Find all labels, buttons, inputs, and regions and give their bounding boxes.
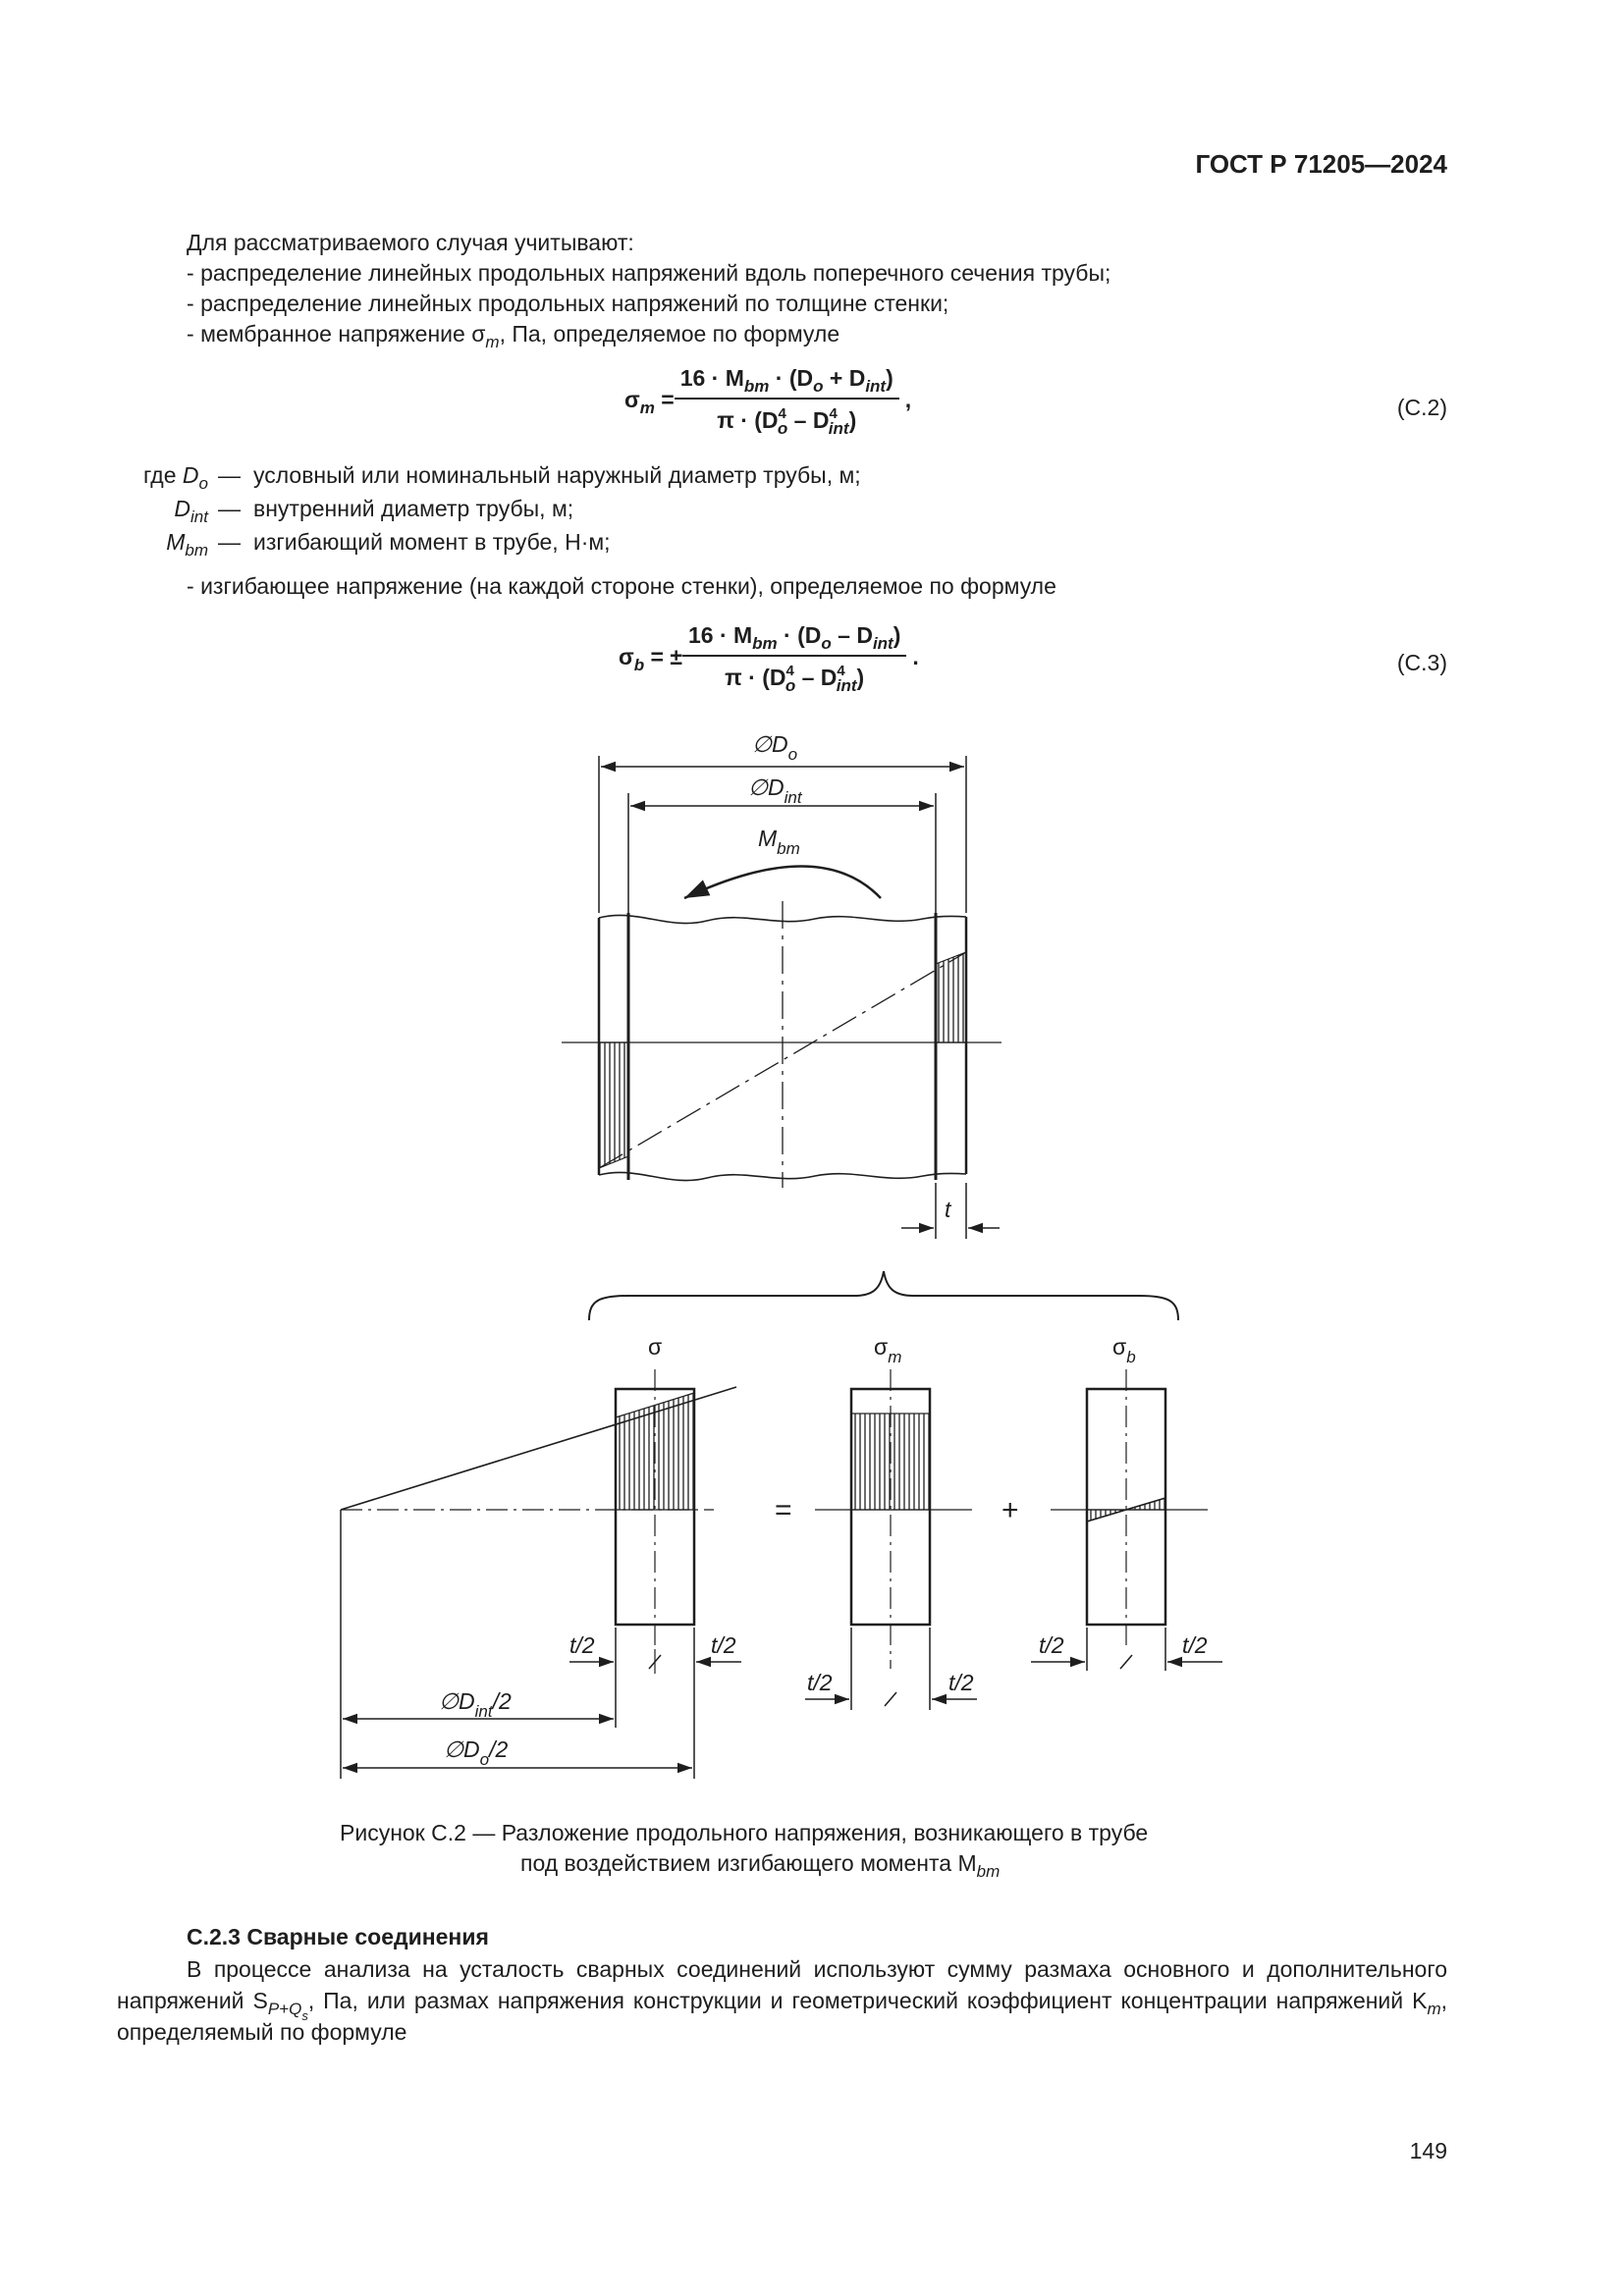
t-half-label: t/2 <box>711 1632 736 1658</box>
t-half-label: t/2 <box>948 1670 974 1695</box>
formula-c2-number: (С.2) <box>1396 395 1447 420</box>
figure-caption-line1: Рисунок С.2 — Разложение продольного напряжения, возникающего в трубе <box>340 1820 1149 1845</box>
intro-bullet-4: - изгибающее напряжение (на каждой стороне стенки), определяемое по формуле <box>187 573 1056 599</box>
t-half-label: t/2 <box>569 1632 595 1658</box>
intro-bullet-1: - распределение линейных продольных напряжений вдоль поперечного сечения трубы; <box>187 260 1111 286</box>
definition-row: $D_{int}$ — внутренний диаметр трубы, м; <box>174 496 574 526</box>
sigma-label: σ <box>648 1334 663 1360</box>
figure-caption-line2: под воздействием изгибающего момента $M_{bm}$ <box>520 1850 1001 1881</box>
definition-row: где $D_o$ — условный или номинальный наружный диаметр трубы, м; <box>142 462 861 493</box>
do-half-label: $\emptyset D_o/2$ <box>444 1736 509 1769</box>
intro-bullet-3: - мембранное напряжение $\sigma_m$, Па, определяемое по формуле <box>187 321 840 351</box>
section-heading: С.2.3 Сварные соединения <box>187 1924 489 1949</box>
bullet-text: распределение линейных продольных напряжений вдоль поперечного сечения трубы; <box>200 260 1111 286</box>
do-label: $\emptyset D_o$ <box>752 731 798 764</box>
bullet-text: распределение линейных продольных напряжений по толщине стенки; <box>200 291 949 316</box>
intro-lead: Для рассматриваемого случая учитывают: <box>187 230 634 255</box>
plus-sign: + <box>1001 1494 1019 1526</box>
t-half-label: t/2 <box>1039 1632 1064 1658</box>
formula-c3: $\sigma_b$ = ± $\frac{16 \cdot M_{bm} \cdot (D_o - D_{int})}{\pi \cdot (D^4_o - D^4_{int})}$ . <box>619 622 919 695</box>
bullet-text: мембранное напряжение σ <box>200 321 486 347</box>
t-label: t <box>945 1197 951 1222</box>
intro-bullet-2: - распределение линейных продольных напряжений по толщине стенки; <box>187 291 949 316</box>
dint-half-label: $\emptyset D_{int}/2$ <box>439 1688 512 1721</box>
t-half-label: t/2 <box>1182 1632 1208 1658</box>
equals-sign: = <box>775 1494 792 1526</box>
bullet-text: изгибающее напряжение (на каждой стороне стенки), определяемое по формуле <box>200 573 1056 599</box>
sigma-b-label: $\sigma_b$ <box>1112 1334 1136 1366</box>
formula-c2: $\sigma_m$ = $\frac{16 \cdot M_{bm} \cdot (D_o + D_{int})}{\pi \cdot (D^4_o - D^4_{int})}$ , <box>624 365 912 438</box>
dint-label: $\emptyset D_{int}$ <box>748 774 802 807</box>
mbm-label: $M_{bm}$ <box>758 826 800 858</box>
page-number: 149 <box>1409 2138 1447 2163</box>
definition-row: $M_{bm}$ — изгибающий момент в трубе, Н·м; <box>166 529 611 560</box>
formula-c3-number: (С.3) <box>1396 650 1447 675</box>
section-paragraph: В процессе анализа на усталость сварных соединений используют сумму размаха основного и дополнительного напряжений $S_{P+Q_s}$, Па, или размах напряжения конструкции и геометрический коэффициент концентрации напряжений $K_m$, определяемый по формуле <box>117 1956 1447 2045</box>
standard-header: ГОСТ Р 71205—2024 <box>1195 149 1447 179</box>
sigma-m-label: $\sigma_m$ <box>874 1334 902 1366</box>
t-half-label: t/2 <box>807 1670 833 1695</box>
